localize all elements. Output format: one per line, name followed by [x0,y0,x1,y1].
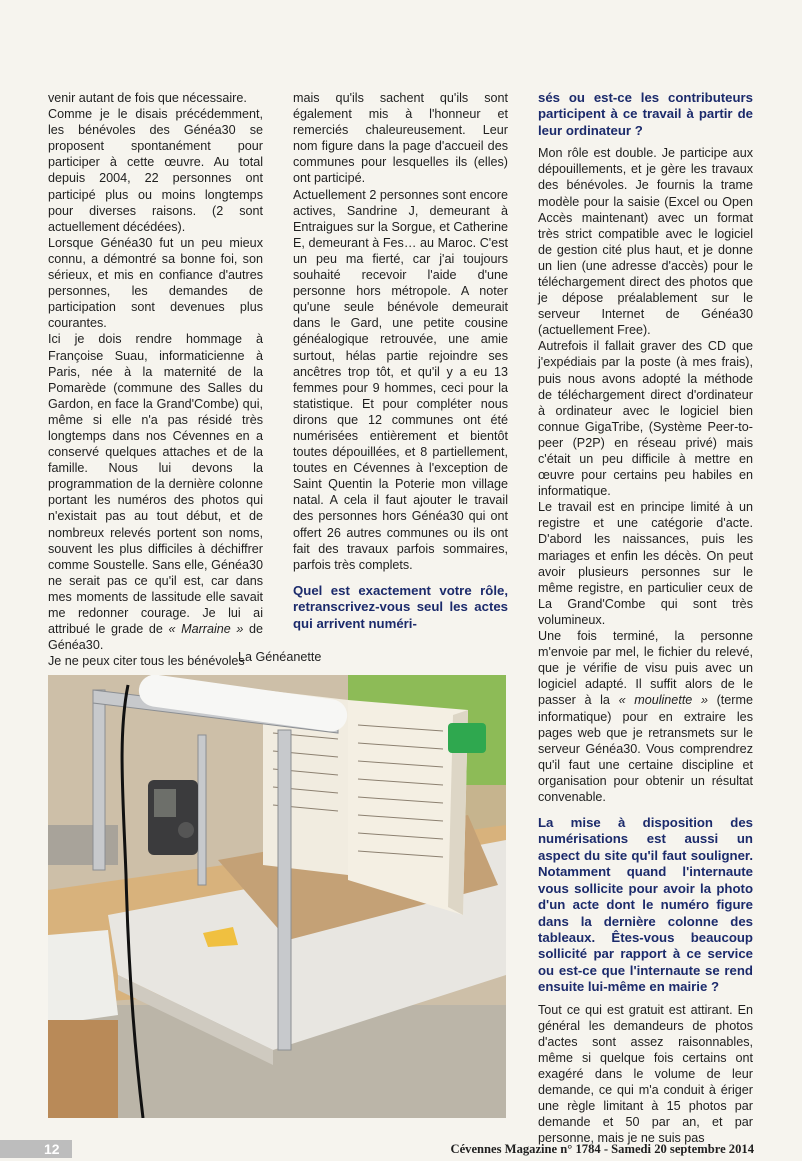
page-number: 12 [0,1140,72,1158]
italic-term: « Marraine » [168,622,244,637]
paragraph: Le travail est en principe limité à un registre et une catégorie d'acte. D'abord les naissances, puis les mariages et enfin les décès. On peut avoir plusieurs personnes sur le même registre, en particulier ceux de La Grand'Combe qui sont très volumineux. [538,500,753,627]
paragraph: Lorsque Généa30 fut un peu mieux connu, a démontré sa bonne foi, son sérieux, et mis en confiance d'autres personnes, les demandes de participation sont devenues plus courantes. [48,235,263,331]
genealogy-scanner-photo [48,675,506,1118]
column-1 [48,90,263,669]
paragraph [538,628,753,805]
footer-publication: Cévennes Magazine n° 1784 - Samedi 20 septembre 2014 [450,1142,754,1156]
paragraph-text: Ici je dois rendre hommage à Françoise Suau, informaticienne à Paris, née à la maternité de la Pomarède (commune des Salles du Gardon, en face la Grand'Combe) qui, même si elle n'a pas résidé très longtemps dans nos Cévennes en a conservé quelques attaches et de la famille. Nous lui devons la programmation de la dernière colonne portant les numéros des photos qui n'existait pas au tout début, et de nombreux relevés portent son noms, souvent les plus difficiles à déchiffrer comme Soustelle. Sans elle, Généa30 ne serait pas ce qu'il est, car dans mes moments de lassitude elle savait me redonner courage. Je lui ai attribué le grade de [48,332,263,637]
interview-question-continued: sés ou est-ce les contributeurs participent à ce travail à partir de leur ordinateur ? [538,90,753,138]
paragraph [48,331,263,653]
paragraph-text: Une fois terminé, la personne m'envoie par mel, le fichier du relevé, que je vérifie de visu puis avec un logiciel adapté. Il suffit alors de le passer à la [538,629,753,708]
column-2 [293,90,508,638]
interview-question: La mise à disposition des numérisations est aussi un aspect du site qu'il faut souligner. Notamment quand l'internaute vous sollicite pour avoir la photo d'un acte dont le numéro figure dans la dernière colonne des tableaux. Êtes-vous beaucoup sollicité par rapport à ce service ou est-ce que l'internaute se rend ensuite lui-même en mairie ? [538,815,753,995]
paragraph: Mon rôle est double. Je participe aux dépouillements, et je gère les travaux des bénévoles. Je fournis la trame modèle pour la saisie (Excel ou Open Accès maintenant) avec un format très strict compatible avec le logiciel de gestion cité plus haut, et je donne un lien (une adresse d'accès) pour le téléchargement direct des photos que je dépose préalablement sur le serveur Internet de Généa30 (actuellement Free). [538,146,753,338]
paragraph-text: (terme informatique) pour en extraire les pages web que je retransmets sur le serveur Généa30. Vous comprendrez qu'il faut une certaine discipline et organisation pour obtenir un résultat convenable. [538,693,753,804]
paragraph-text: de Généa30. [48,622,264,653]
paragraph: venir autant de fois que nécessaire. [48,91,247,105]
interview-question: Quel est exactement votre rôle, retranscrivez-vous seul les actes qui arrivent numéri- [293,582,508,631]
paragraph: mais qu'ils sachent qu'ils sont également mis à l'honneur et remerciés chaleureusement. Leur nom figure dans la page d'accueil des communes pour lesquelles ils (elles) ont participé. [293,91,508,186]
paragraph: Comme je le disais précédemment, les bénévoles des Généa30 se proposent spontanément pour participer à cette œuvre. Au total depuis 2004, 22 personnes ont participé plus ou moins longtemps pour diverses raisons. (2 sont actuellement décédées). [48,107,263,234]
photo-caption: La Généanette [238,650,322,664]
paragraph: Actuellement 2 personnes sont encore actives, Sandrine J, demeurant à Entraigues sur la Sorgue, et Catherine E, demeurant à Fes… au Maroc. C'est un peu ma fierté, car j'ai toujours souhaité recevoir l'aide d'une personne hors métropole. A noter qu'une seule bénévole demeurait dans le Gard, une petite cousine généalogique retrouvée, une amie surtout, hélas partie rejoindre ses ancêtres trop tôt, et qu'il y a eu 13 femmes pour 9 hommes, ceci pour la statistique. Et pour compléter nous dirons que 12 communes ont été numérisées entièrement et bientôt toutes dépouillées, et 8 partiellement, toutes en Cévennes à l'exception de Saint Quentin la Poterie mon village natal. A cela il faut ajouter le travail des personnes hors Généa30 qui ont offert 26 autres communes ou ils ont fait des travaux parfois sommaires, parfois très complets. [293,187,508,572]
paragraph: Je ne peux citer tous les bénévoles [48,654,245,669]
column-3 [538,90,753,1146]
paragraph: Autrefois il fallait graver des CD que j'expédiais par la poste (à mes frais), puis nous avons adopté la méthode de téléchargement direct d'ordinateur à ordinateur avec le logiciel bien connue GigaTribe, (Système Peer-to-peer (P2P) en réseau privé) mais c'était un peu difficile à mettre en œuvre pour certains peu habiles en informatique. [538,339,753,499]
italic-term: « moulinette » [618,693,708,708]
paragraph: Tout ce qui est gratuit est attirant. En général les demandeurs de photos d'actes sont assez raisonnables, même si quelque fois certains ont exagéré dans le volume de leur demande, ce qui m'a conduit à ériger une règle limitant à 15 photos par demande et 50 par an, et par personne, mais je ne suis pas [538,1002,753,1146]
